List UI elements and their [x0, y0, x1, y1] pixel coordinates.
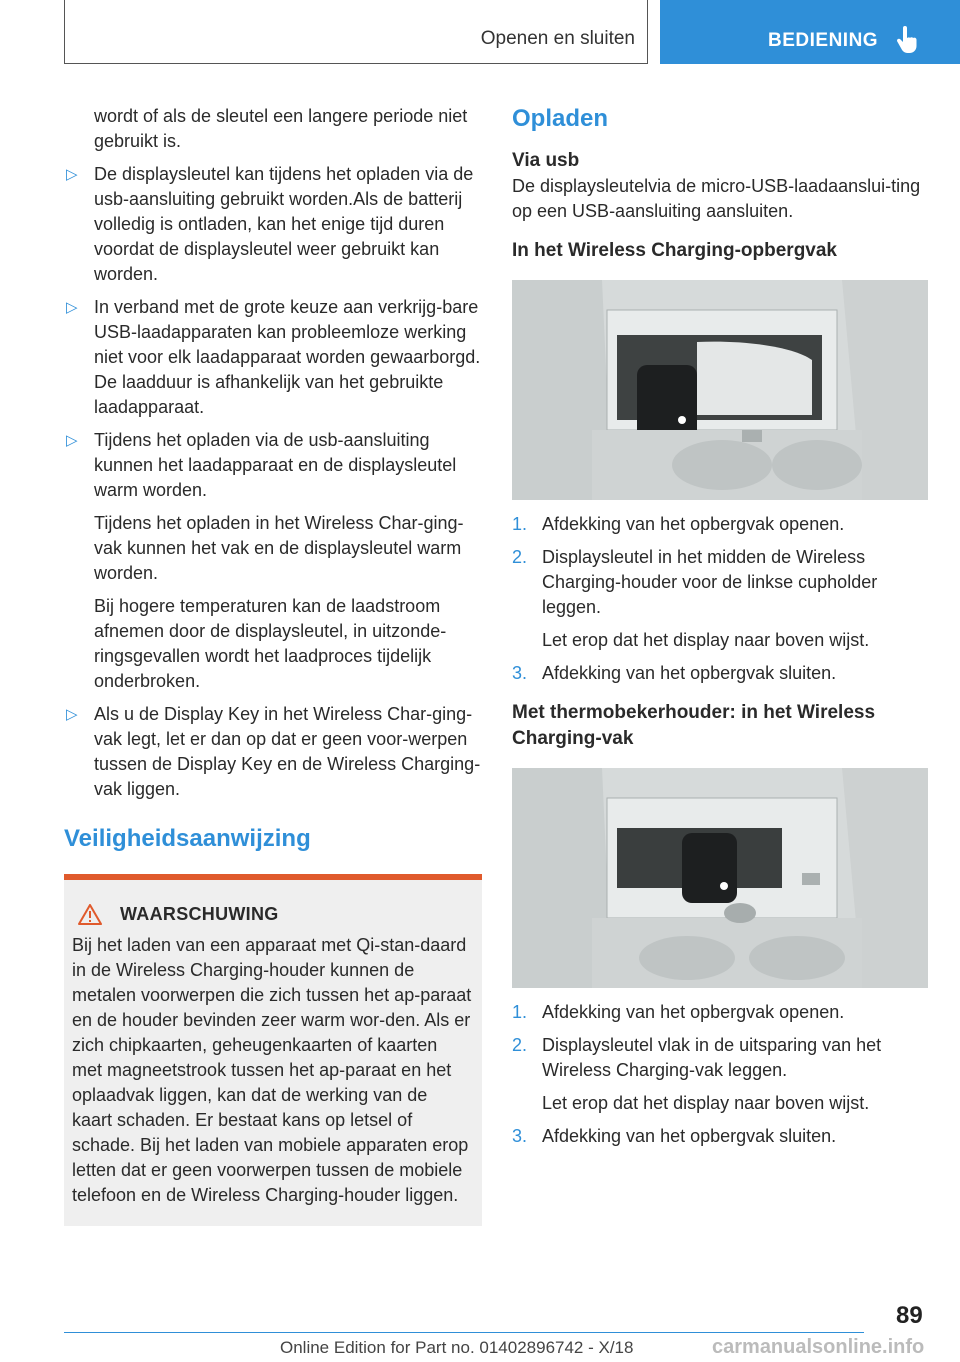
page-number: 89 [896, 1302, 923, 1329]
list-item [512, 661, 928, 686]
bullet-text: Als u de Display Key in het Wireless Char‐ging-vak legt, let er dan op dat er geen voor‐werpen tussen de Display Key en de Wireless Charging-vak liggen. [94, 704, 481, 799]
warning-triangle-icon [78, 904, 102, 925]
left-column [64, 104, 482, 1226]
step-number: 3. [512, 1126, 528, 1146]
watermark: carmanualsonline.info [712, 1336, 925, 1358]
step-text: Afdekking van het opbergvak sluiten. [542, 1126, 837, 1146]
warning-header [72, 902, 472, 927]
hand-pointer-icon [896, 26, 918, 54]
footer-edition: Online Edition for Part no. 01402896742 - X/18 [280, 1338, 634, 1357]
step-text: Displaysleutel vlak in de uitsparing van het Wireless Charging-vak leggen. [542, 1035, 882, 1080]
bullet-text: In verband met de grote keuze aan verkrijg‐bare USB-laadapparaten kan probleemloze werking niet voor elk laadapparaat worden gewaarborgd. De laadduur is afhankelijk van het gebruikte laadapparaat. [94, 297, 481, 417]
step-number: 2. [512, 547, 528, 567]
list-item [512, 1000, 928, 1025]
thermo-holder-heading: Met thermobekerhouder: in het Wireless Charging-vak [512, 702, 876, 749]
footer-divider [64, 1332, 864, 1333]
charging-section-title: Opladen [512, 105, 609, 132]
bullet-sub-paragraph: Tijdens het opladen in het Wireless Char‐ging-vak kunnen het vak en de displaysleutel warm worden. [94, 513, 464, 583]
wireless-charging-heading: In het Wireless Charging-opbergvak [512, 240, 838, 261]
header-chapter-tab[interactable] [660, 0, 960, 64]
list-item [512, 512, 928, 537]
step-note: Let erop dat het display naar boven wijst. [542, 1093, 870, 1113]
step-number: 3. [512, 663, 528, 683]
triangle-bullet-icon: ▷ [66, 432, 78, 449]
right-column [512, 104, 928, 1157]
list-item [64, 295, 482, 420]
list-item [64, 162, 482, 287]
list-item [512, 1124, 928, 1149]
step-number: 1. [512, 514, 528, 534]
step-text: Displaysleutel in het midden de Wireless Charging-houder voor de linkse cupholder leggen. [542, 547, 878, 617]
safety-section-title: Veiligheidsaanwijzing [64, 825, 311, 852]
thermo-holder-compartment-image [512, 768, 928, 988]
header-chapter-label: BEDIENING [768, 30, 879, 51]
list-item [64, 428, 482, 503]
continuation-text: wordt of als de sleutel een langere periode niet gebruikt is. [94, 106, 468, 151]
warning-label: WAARSCHUWING [120, 904, 279, 924]
step-text: Afdekking van het opbergvak openen. [542, 1002, 845, 1022]
triangle-bullet-icon: ▷ [66, 706, 78, 723]
list-item [512, 1033, 928, 1083]
triangle-bullet-icon: ▷ [66, 299, 78, 316]
bullet-sub-paragraph: Bij hogere temperaturen kan de laadstroom afnemen door de displaysleutel, in uitzonde‐ringsgevallen wordt het laadproces tijdelijk onderbroken. [94, 596, 447, 691]
warning-box [64, 880, 482, 1226]
bullet-text: Tijdens het opladen via de usb-aansluiting kunnen het laadapparaat en de displaysleutel warm worden. [94, 430, 457, 500]
step-number: 1. [512, 1002, 528, 1022]
triangle-bullet-icon: ▷ [66, 166, 78, 183]
header-section-label: Openen en sluiten [480, 28, 635, 49]
usb-heading: Via usb [512, 150, 580, 171]
step-note: Let erop dat het display naar boven wijst. [542, 630, 870, 650]
bullet-text: De displaysleutel kan tijdens het opladen via de usb-aansluiting gebruikt worden.Als de batterij volledig is ontladen, kan het enige tijd duren voordat de displaysleutel weer gebruikt kan worden. [94, 164, 474, 284]
header-section-box [64, 0, 648, 64]
step-text: Afdekking van het opbergvak openen. [542, 514, 845, 534]
warning-text: Bij het laden van een apparaat met Qi-stan‐daard in de Wireless Charging-houder kunnen de metalen voorwerpen die zich tussen het ap‐paraat en de houder bevinden zeer warm wor‐den. Als er zich chipkaarten, geheugenkaarten of kaarten met magneetstrook tussen het ap‐paraat en het oplaadvak liggen, kan dat de werking van de kaart schaden. Er bestaat kans op letsel of schade. Bij het laden van mobiele apparaten erop letten dat er geen voorwerpen tussen de mobiele telefoon en de Wireless Charging-houder liggen. [72, 935, 472, 1205]
wireless-charging-compartment-image [512, 280, 928, 500]
list-item [64, 702, 482, 802]
step-number: 2. [512, 1035, 528, 1055]
usb-text: De displaysleutelvia de micro-USB-laadaanslui‐ting op een USB-aansluiting aansluiten. [512, 176, 921, 221]
list-item [512, 545, 928, 620]
step-text: Afdekking van het opbergvak sluiten. [542, 663, 837, 683]
